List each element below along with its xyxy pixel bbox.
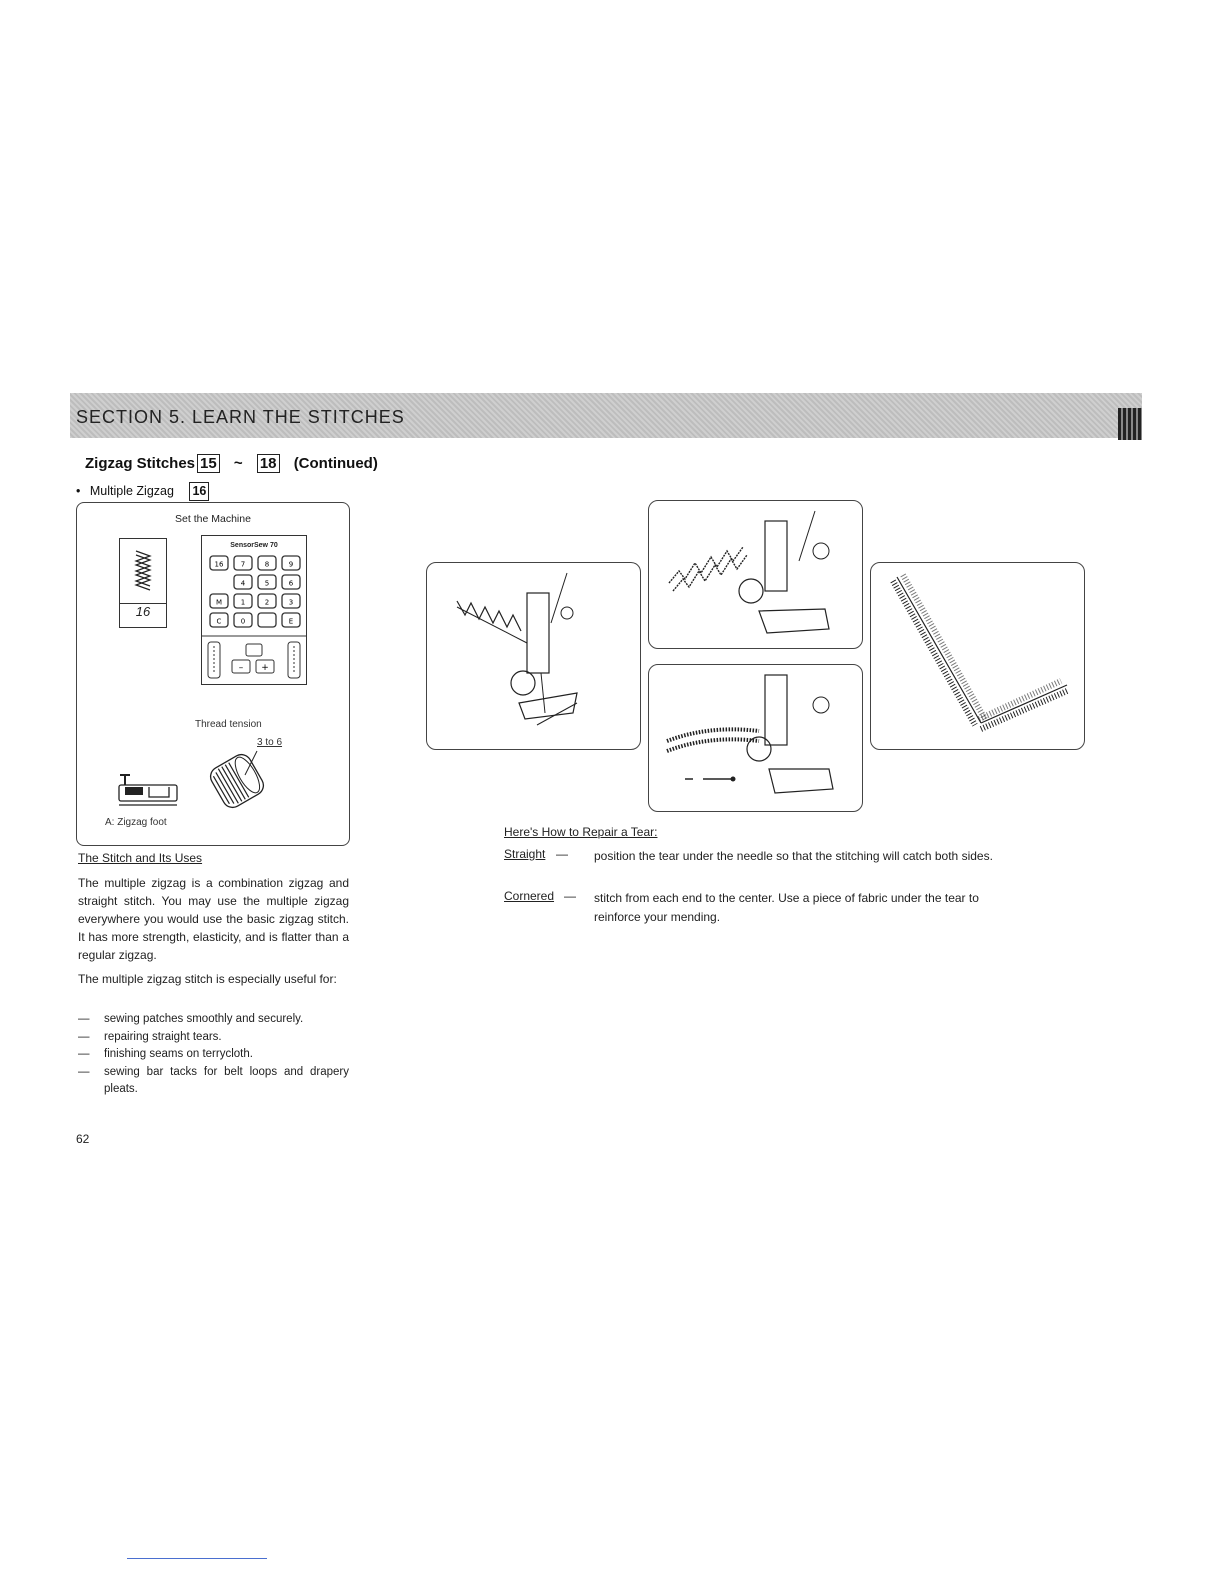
heading-prefix: Zigzag Stitches bbox=[85, 455, 196, 472]
stitch-number: 16 bbox=[120, 603, 166, 619]
bullet: • bbox=[76, 484, 81, 498]
uses-list bbox=[78, 1011, 349, 1099]
figure-straight-repair bbox=[426, 562, 641, 750]
sewing-foot-illustration bbox=[649, 665, 862, 811]
panel-title: Set the Machine bbox=[175, 513, 251, 525]
page-heading bbox=[85, 454, 378, 473]
keypad-key-label: M bbox=[215, 598, 223, 607]
keypad-key bbox=[258, 613, 276, 627]
cornered-stitch-illustration bbox=[871, 563, 1084, 749]
section-tab-marker bbox=[1118, 408, 1142, 440]
heading-suffix: (Continued) bbox=[293, 455, 378, 472]
keypad-key-label: C bbox=[216, 617, 222, 626]
stitch-pattern-card bbox=[119, 538, 167, 628]
page-number: 62 bbox=[76, 1132, 90, 1146]
heading-tilde: ~ bbox=[233, 455, 243, 472]
keypad-key-label: 0 bbox=[240, 617, 246, 626]
foot-caption: A: Zigzag foot bbox=[105, 817, 167, 828]
keypad-key-label: 6 bbox=[288, 579, 294, 588]
subheading-label: Multiple Zigzag bbox=[89, 484, 174, 498]
section-banner bbox=[70, 393, 1142, 438]
subheading-stitch-num: 16 bbox=[189, 482, 209, 501]
thread-tension-value: 3 to 6 bbox=[257, 737, 283, 748]
thread-tension-label: Thread tension bbox=[195, 719, 262, 730]
machine-keypad bbox=[201, 535, 307, 685]
keypad-key-label: 7 bbox=[240, 560, 246, 569]
list-item: — repairing straight tears. bbox=[78, 1029, 349, 1047]
set-machine-panel bbox=[76, 502, 350, 846]
keypad-key-label: 1 bbox=[240, 598, 246, 607]
keypad-key-label: 16 bbox=[214, 560, 224, 569]
sewing-foot-illustration bbox=[427, 563, 640, 749]
list-item: — finishing seams on terrycloth. bbox=[78, 1046, 349, 1064]
keypad-graphic bbox=[202, 536, 306, 684]
figure-corner-start bbox=[648, 500, 863, 649]
subheading bbox=[76, 482, 211, 501]
stitch-description: The multiple zigzag is a combination zigzag and straight stitch. You may use the multiple zigzag everywhere you would use the basic zigzag stitch. It has more strength, elasticity, and is flatter than a regular zigzag. bbox=[78, 876, 349, 962]
keypad-key-label: 5 bbox=[264, 579, 270, 588]
svg-text:+: + bbox=[261, 663, 269, 673]
footer-rule bbox=[127, 1558, 267, 1559]
figure-corner-finish bbox=[648, 664, 863, 812]
list-item: — sewing bar tacks for belt loops and drapery pleats. bbox=[78, 1064, 349, 1099]
stitch-uses-heading: The Stitch and Its Uses bbox=[78, 851, 203, 865]
multiple-zigzag-icon bbox=[120, 539, 166, 603]
uses-intro: The multiple zigzag stitch is especially useful for: bbox=[78, 972, 337, 986]
zigzag-foot-icon bbox=[115, 771, 185, 811]
sewing-foot-illustration bbox=[649, 501, 862, 648]
heading-last-stitch-num: 18 bbox=[257, 454, 280, 473]
repair-text-straight: position the tear under the needle so that the stitching will catch both sides. bbox=[594, 849, 993, 863]
repair-text-cornered: stitch from each end to the center. Use a piece of fabric under the tear to reinforce your mending. bbox=[594, 891, 979, 924]
repair-term-cornered: Cornered bbox=[504, 889, 555, 903]
keypad-key-label: E bbox=[288, 617, 294, 626]
repair-dash: — bbox=[556, 847, 568, 861]
keypad-key-label: 8 bbox=[264, 560, 270, 569]
repair-dash: — bbox=[564, 889, 576, 903]
list-item: — sewing patches smoothly and securely. bbox=[78, 1011, 349, 1029]
keypad-key-label: 2 bbox=[264, 598, 270, 607]
keypad-key-label: 4 bbox=[240, 579, 246, 588]
tension-dial-icon bbox=[205, 745, 275, 815]
heading-first-stitch-num: 15 bbox=[197, 454, 220, 473]
repair-term-straight: Straight bbox=[504, 847, 546, 861]
figure-cornered-tear-result bbox=[870, 562, 1085, 750]
keypad-key-label: 3 bbox=[288, 598, 294, 607]
repair-heading: Here's How to Repair a Tear: bbox=[504, 825, 658, 839]
section-title: SECTION 5. LEARN THE STITCHES bbox=[76, 407, 405, 427]
brand-label: SensorSew 70 bbox=[230, 542, 278, 549]
keypad-key-label: 9 bbox=[288, 560, 294, 569]
svg-text:–: – bbox=[238, 663, 244, 673]
